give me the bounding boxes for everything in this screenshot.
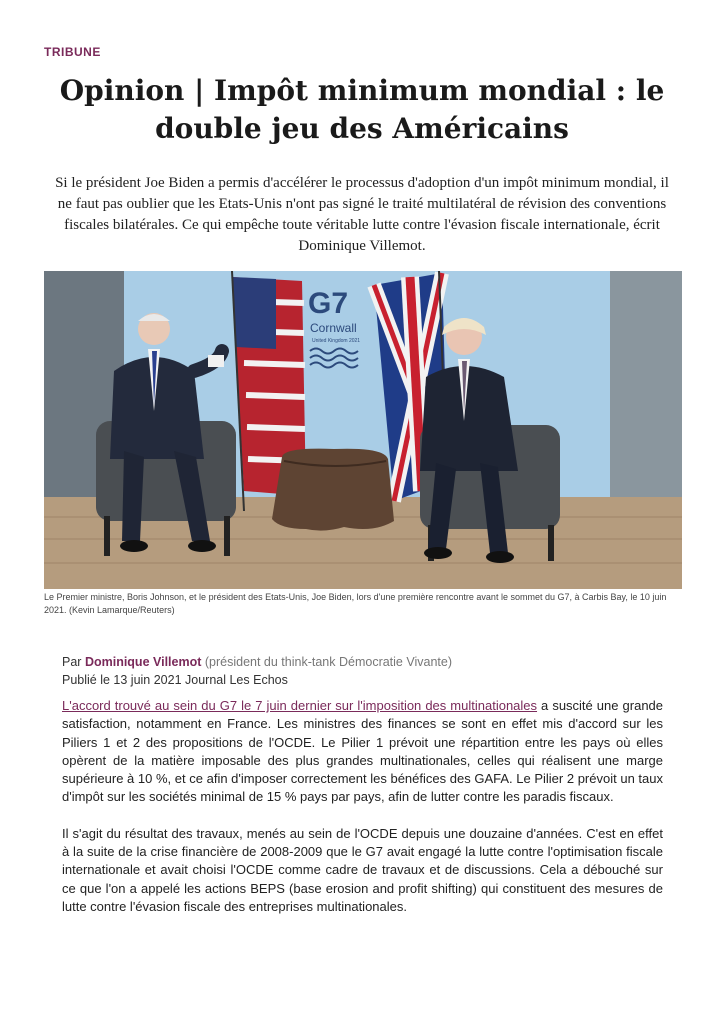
byline-prefix: Par [62, 655, 82, 669]
article-body [62, 697, 663, 934]
page-title: Opinion | Impôt minimum mondial : le double jeu des Américains [59, 74, 665, 145]
byline-author-line [62, 653, 672, 671]
photo-caption: Le Premier ministre, Boris Johnson, et le président des Etats-Unis, Joe Biden, lors d'une première rencontre avant le sommet du G7, à Carbis Bay, le 10 juin 2021. (Kevin Lamarque/Reuters) [44, 592, 667, 615]
g7-logo-sub: United Kingdom 2021 [312, 338, 361, 344]
author-link[interactable]: Dominique Villemot [84, 655, 202, 669]
paragraph-1-text: a suscité une grande satisfaction, notamment en France. Les ministres des finances se sont en effet mis d'accord sur les Piliers 1 et 2 des propositions de l'OCDE. Le Pilier 1 prévoit une répartition entre les pays où elles opèrent de la matière imposable des plus grandes multinationales, celles qui réalisent une marge supérieure à 10 %, et ce afin d'imposer correctement les bénéfices des GAFA. Le Pilier 2 prévoit un taux d'impôt sur les sociétés minimal de 15 % pays par pays, afin de lutter contre les paradis fiscaux. [62, 698, 664, 805]
section-tag: TRIBUNE [44, 45, 101, 59]
paragraph-1 [62, 697, 663, 807]
g7-agreement-link[interactable]: L'accord trouvé au sein du G7 le 7 juin dernier sur l'imposition des multinationales [62, 698, 538, 713]
article-photo [44, 271, 682, 589]
byline [62, 653, 672, 689]
g7-logo-place: Cornwall [310, 321, 357, 335]
g7-meeting-illustration [44, 271, 682, 589]
article-lead: Si le président Joe Biden a permis d'accélérer le processus d'adoption d'un impôt minimum mondial, il ne faut pas oublier que les Etats-Unis n'ont pas signé le traité multilatéral de révision des conventions fiscales bilatérales. Ce qui empêche toute véritable lutte contre l'évasion fiscale internationale, écrit Dominique Villemot. [55, 175, 669, 254]
publication-date: Publié le 13 juin 2021 Journal Les Echos [62, 673, 288, 687]
g7-logo: G7 [308, 287, 349, 320]
paragraph-2: Il s'agit du résultat des travaux, menés au sein de l'OCDE depuis une douzaine d'années. C'est en effet à la suite de la crise financière de 2008-2009 que le G7 avait engagé la lutte contre l'optimisation fiscale internationale et avait choisi l'OCDE comme cadre de travaux et de discussions. Cela a débouché sur ce que l'on a appelé les actions BEPS (base erosion and profit shifting) qui constituent des mesures de lutte contre l'évasion fiscale des entreprises multinationales. [62, 825, 663, 914]
author-role: (président du think-tank Démocratie Vivante) [204, 655, 452, 669]
